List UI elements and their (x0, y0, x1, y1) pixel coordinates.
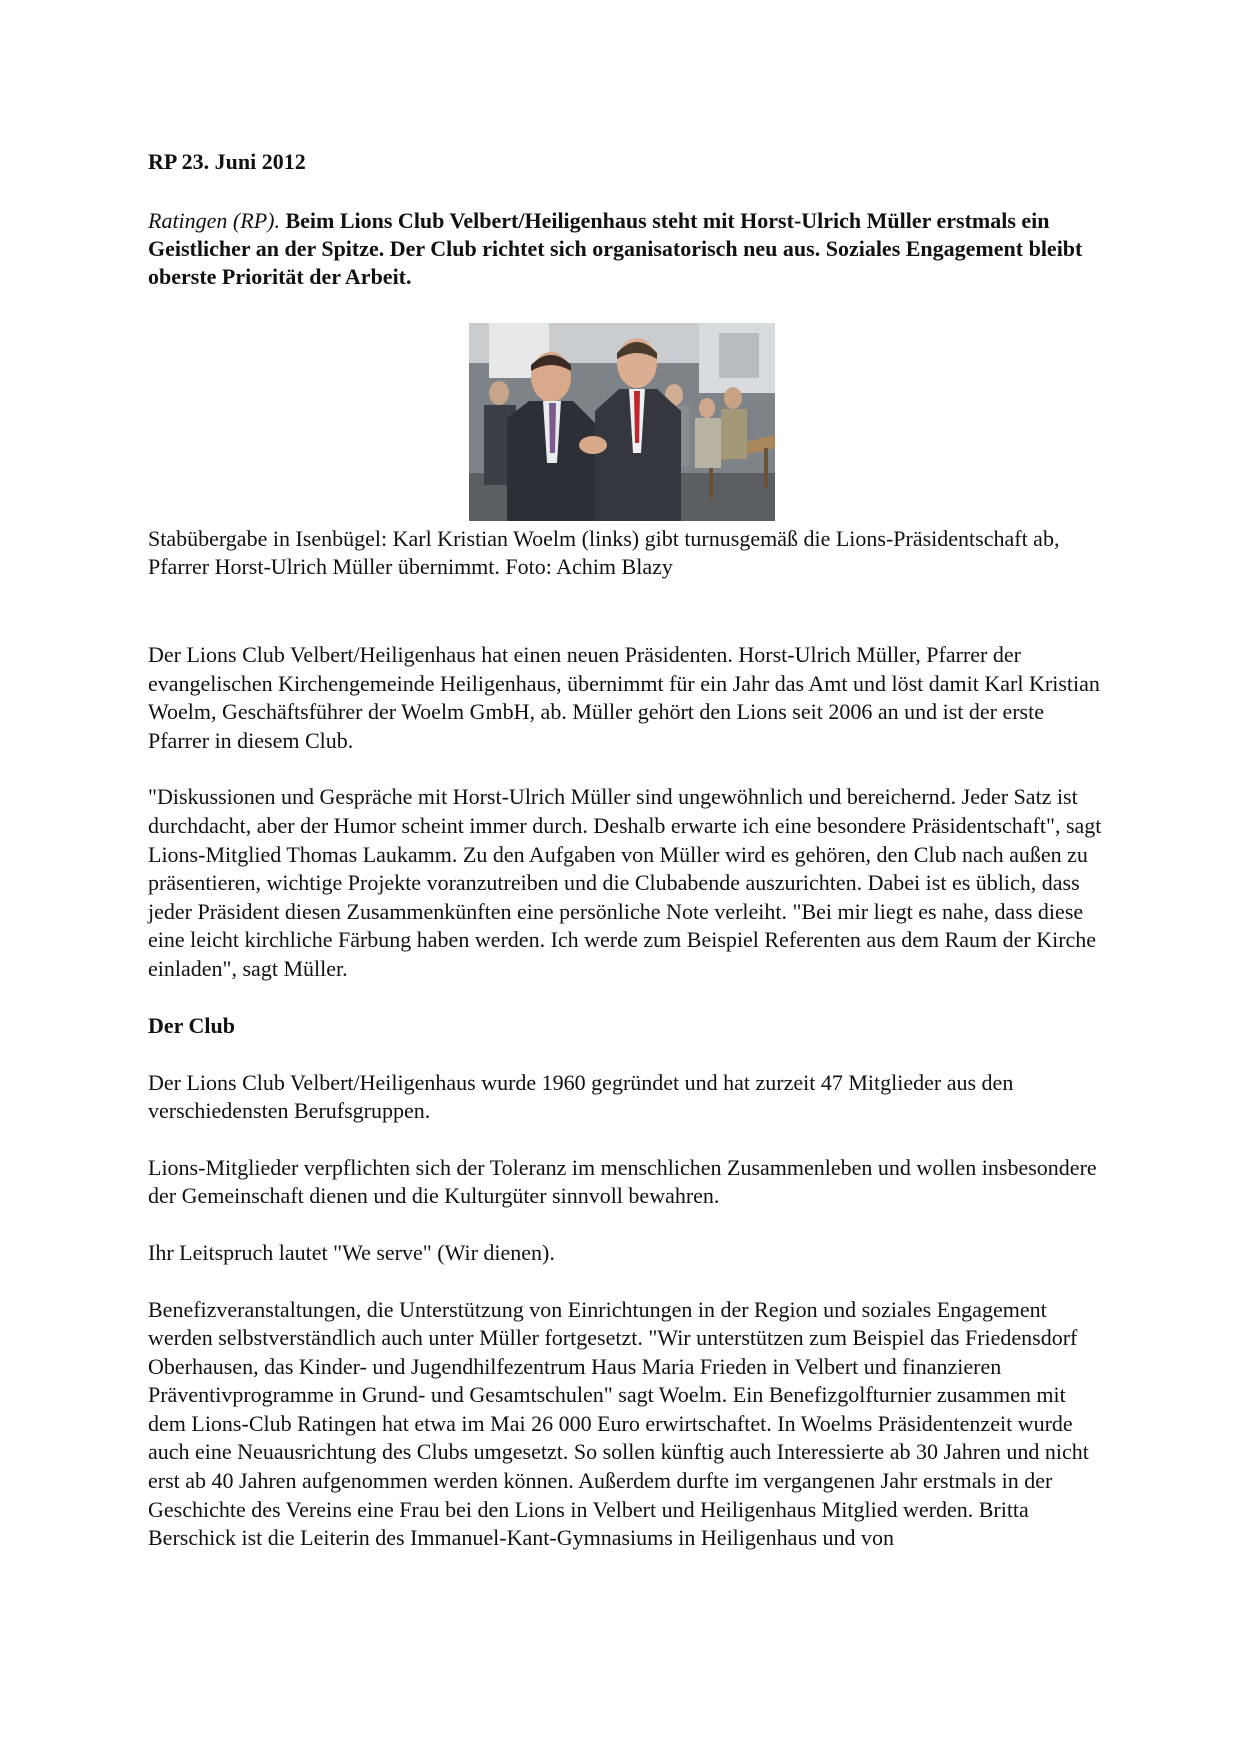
photo-handshake-image (469, 323, 775, 521)
body-paragraph: "Diskussionen und Gespräche mit Horst-Ulrich Müller sind ungewöhnlich und bereichernd. Jeder Satz ist durchdacht, aber der Humor scheint immer durch. Deshalb erwarte ich eine besondere Präsidentschaft", sagt Lions-Mitglied Thomas Laukamm. Zu den Aufgaben von Müller wird es gehören, den Club nach außen zu präsentieren, wichtige Projekte voranzutreiben und die Clubabende auszurichten. Dabei ist es üblich, dass jeder Präsident diesen Zusammenkünften eine persönliche Note verleiht. "Bei mir liegt es nahe, dass diese eine leicht kirchliche Färbung haben werden. Ich werde zum Beispiel Referenten aus dem Raum der Kirche einladen", sagt Müller. (148, 784, 1102, 981)
body-paragraph: Der Lions Club Velbert/Heiligenhaus wurde 1960 gegründet und hat zurzeit 47 Mitglieder aus den verschiedensten Berufsgruppen. (148, 1069, 1014, 1124)
lead-teaser: Beim Lions Club Velbert/Heiligenhaus steht mit Horst-Ulrich Müller erstmals ein Geistlicher an der Spitze. Der Club richtet sich organisatorisch neu aus. Soziales Engagement bleibt oberste Priorität der Arbeit. (148, 208, 1083, 289)
body-paragraph: Der Lions Club Velbert/Heiligenhaus hat einen neuen Präsidenten. Horst-Ulrich Müller, Pfarrer der evangelischen Kirchengemeinde Heiligenhaus, übernimmt für ein Jahr das Amt und löst damit Karl Kristian Woelm, Geschäftsführer der Woelm GmbH, ab. Müller gehört den Lions seit 2006 an und ist der erste Pfarrer in diesem Club. (148, 642, 1100, 753)
lead-place: Ratingen (RP). (148, 208, 280, 233)
lead-paragraph (148, 207, 1108, 291)
section-heading: Der Club (148, 1012, 235, 1038)
article-body (148, 641, 1108, 1581)
body-paragraph: Lions-Mitglieder verpflichten sich der Toleranz im menschlichen Zusammenleben und wollen insbesondere der Gemeinschaft dienen und die Kulturgüter sinnvoll bewahren. (148, 1154, 1097, 1209)
dateline: RP 23. Juni 2012 (148, 149, 306, 174)
article-photo (469, 323, 775, 521)
body-paragraph: Benefizveranstaltungen, die Unterstützung von Einrichtungen in der Region und soziales Engagement werden selbstverständlich auch unter Müller fortgesetzt. "Wir unterstützen zum Beispiel das Friedensdorf Oberhausen, das Kinder- und Jugendhilfezentrum Haus Maria Frieden in Velbert und finanzieren Präventivprogramme in Grund- und Gesamtschulen" sagt Woelm. Ein Benefizgolfturnier zusammen mit dem Lions-Club Ratingen hat etwa im Mai 26 000 Euro erwirtschaftet. In Woelms Präsidentenzeit wurde auch eine Neuausrichtung des Clubs umgesetzt. So sollen künftig auch Interessierte ab 30 Jahren und nicht erst ab 40 Jahren aufgenommen werden können. Außerdem durfte im vergangenen Jahr erstmals in der Geschichte des Vereins eine Frau bei den Lions in Velbert und Heiligenhaus Mitglied werden. Britta Berschick ist die Leiterin des Immanuel-Kant-Gymnasiums in Heiligenhaus und von (148, 1296, 1089, 1551)
body-paragraph: Ihr Leitspruch lautet "We serve" (Wir dienen). (148, 1239, 555, 1265)
photo-caption: Stabübergabe in Isenbügel: Karl Kristian Woelm (links) gibt turnusgemäß die Lions-Präsidentschaft ab, Pfarrer Horst-Ulrich Müller übernimmt. Foto: Achim Blazy (148, 526, 1060, 579)
